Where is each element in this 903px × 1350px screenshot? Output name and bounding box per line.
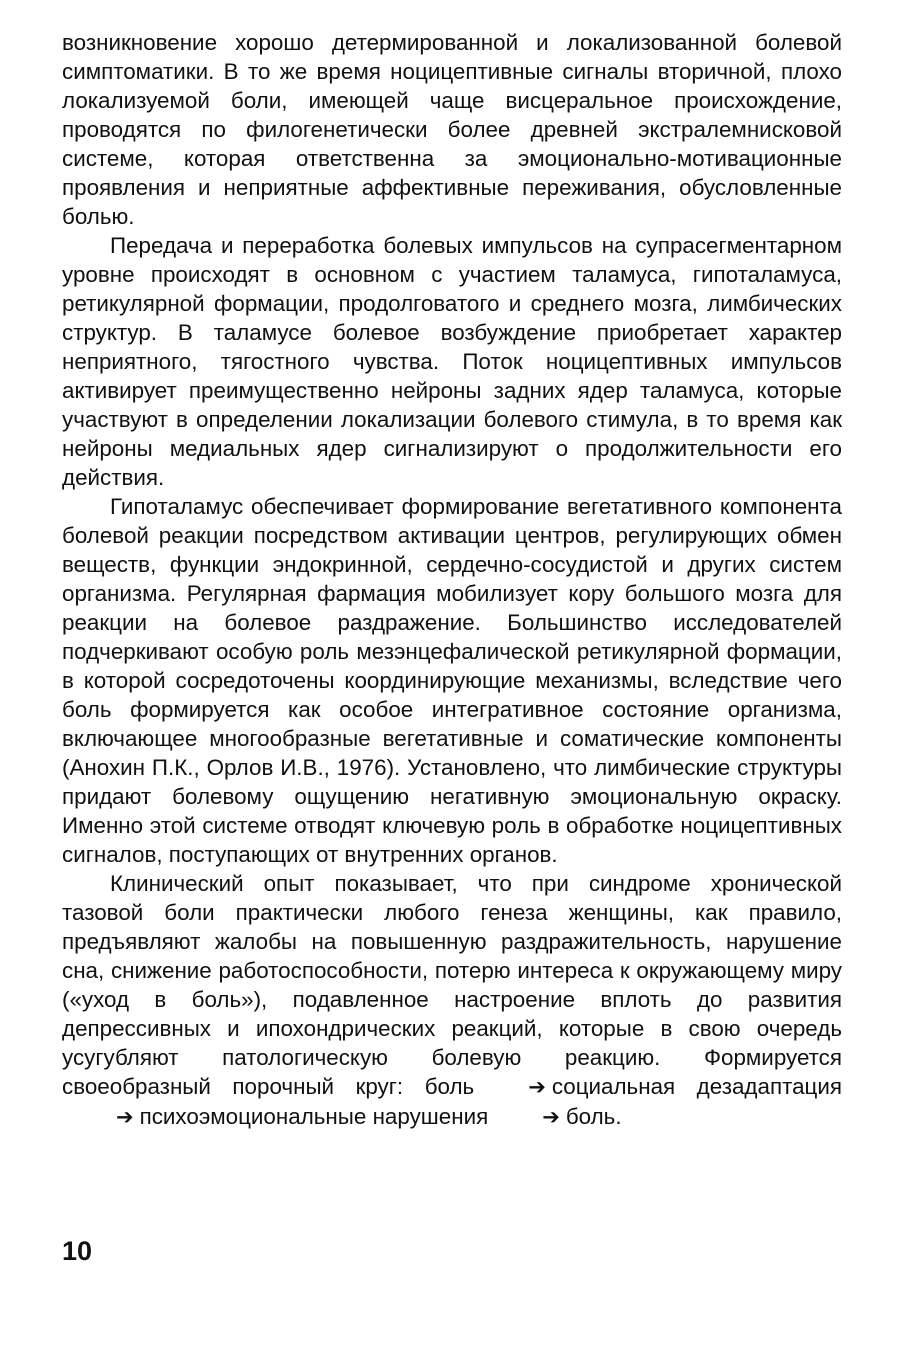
cycle-step-social: социальная дезадаптация	[551, 1074, 842, 1099]
cycle-step-pain-end: боль.	[565, 1104, 622, 1129]
page-body	[62, 28, 842, 1132]
paragraph-4-text: Клинический опыт показывает, что при синдроме хронической тазовой боли практически любого генеза женщины, как правило, предъявляют жалобы на повышенную раздражительность, нарушение сна, снижение работоспособности, потерю интереса к окружающему миру («уход в боль»), подавленное настроение вплоть до развития депрессивных и ипохондрических реакций, которые в свою очередь усугубляют патологическую болевую реакцию. Формируется своеобразный порочный круг:	[62, 871, 842, 1099]
arrow-right-icon: ➔	[528, 1075, 546, 1099]
paragraph-4	[62, 869, 842, 1132]
arrow-right-icon: ➔	[116, 1105, 134, 1129]
arrow-right-icon: ➔	[542, 1105, 560, 1129]
page-number: 10	[62, 1236, 93, 1266]
paragraph-2: Передача и переработка болевых импульсов на супрасегментарном уровне происходят в основном с участием таламуса, гипоталамуса, ретикулярной формации, продолговатого и среднего мозга, лимбических структур. В таламусе болевое возбуждение приобретает характер неприятного, тягостного чувства. Поток ноцицептивных импульсов активирует преимущественно нейроны задних ядер таламуса, которые участвуют в определении локализации болевого стимула, в то время как нейроны медиальных ядер сигнализируют о продолжительности его действия.	[62, 233, 842, 490]
cycle-step-psycho: психоэмоциональные нарушения	[139, 1104, 489, 1129]
paragraph-3: Гипоталамус обеспечивает формирование вегетативного компонента болевой реакции посредством активации центров, регулирующих обмен веществ, функции эндокринной, сердечно-сосудистой и других систем организма. Регулярная фармация мобилизует кору большого мозга для реакции на болевое раздражение. Большинство исследователей подчеркивают особую роль мезэнцефалической ретикулярной формации, в которой сосредоточены координирующие механизмы, вследствие чего боль формируется как особое интегративное состояние организма, включающее многообразные вегетативные и соматические компоненты (Анохин П.К., Орлов И.В., 1976). Установлено, что лимбические структуры придают болевому ощущению негативную эмоциональную окраску. Именно этой системе отводят ключевую роль в обработке ноцицептивных сигналов, поступающих от внутренних органов.	[62, 494, 842, 867]
cycle-step-pain: боль	[424, 1074, 475, 1099]
paragraph-1: возникновение хорошо детермированной и локализованной болевой симптоматики. В то же время ноцицептивные сигналы вторичной, плохо локализуемой боли, имеющей чаще висцеральное происхождение, проводятся по филогенетически более древней экстралемнисковой системе, которая ответственна за эмоционально-мотивационные проявления и неприятные аффективные переживания, обусловленные болью.	[62, 30, 842, 229]
